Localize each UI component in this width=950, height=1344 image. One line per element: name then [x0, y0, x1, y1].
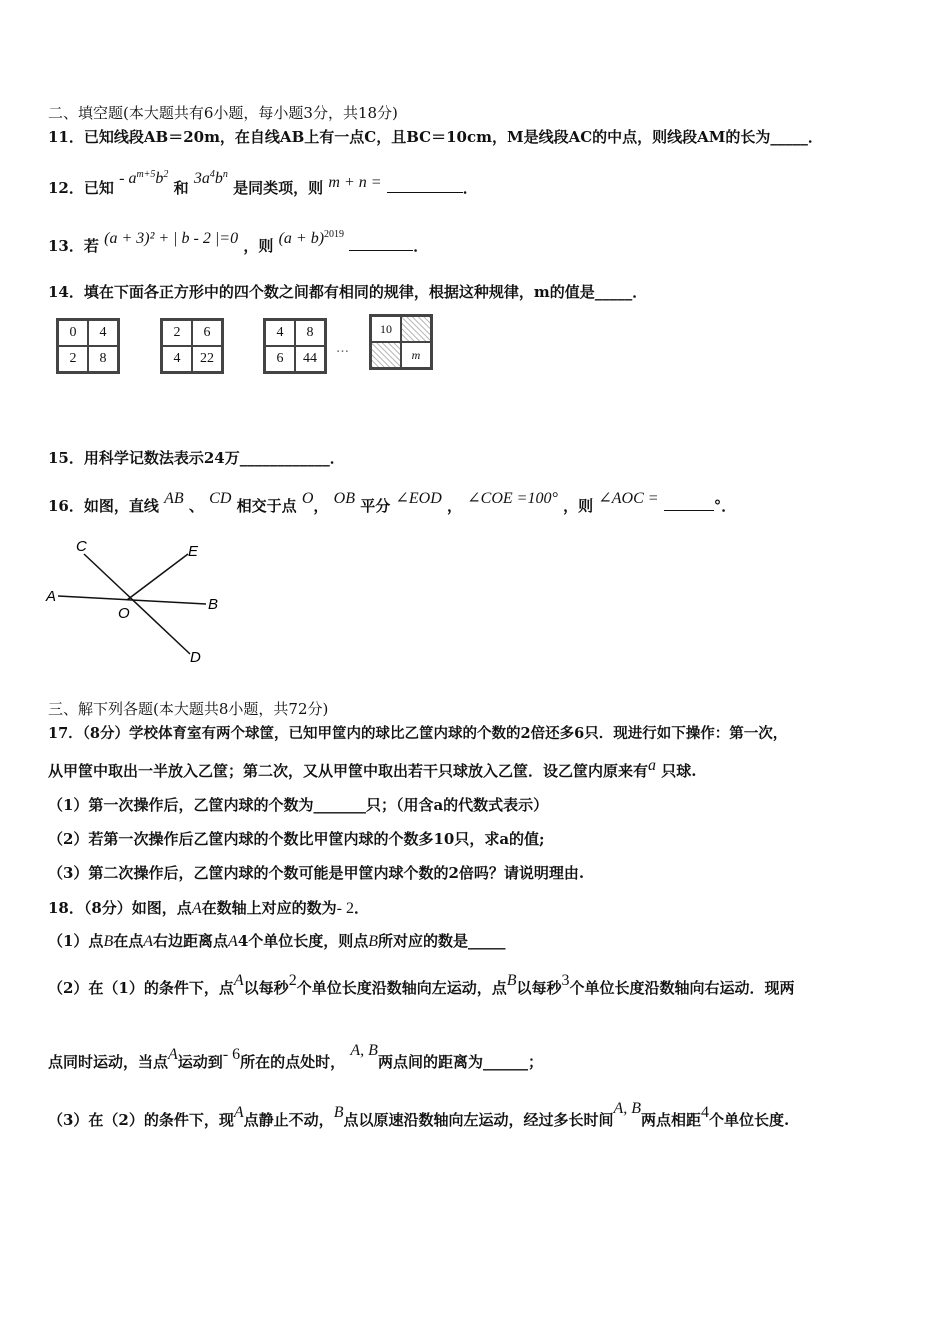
question-17-part1: （1）第一次操作后，乙筐内球的个数为_______只；（用含a的代数式表示）: [48, 796, 549, 814]
angle-figure: [40, 536, 230, 671]
number-box-4: 10 m: [369, 314, 433, 370]
ellipsis: …: [336, 341, 349, 356]
question-17-line2: 从甲筐中取出一半放入乙筐；第二次，又从甲筐中取出若干只球放入乙筐．设乙筐内原来有a 只球.: [48, 757, 697, 780]
label-a: A: [46, 588, 57, 605]
question-14: 14．填在下面各正方形中的四个数之间都有相同的规律，根据这种规律，m的值是_____．: [48, 283, 648, 301]
question-18-part3: （3）在（2）的条件下，现A点静止不动，B点以原速沿数轴向左运动，经过多长时间A, B两点相距4个单位长度.: [48, 1100, 790, 1129]
question-18: 18．（8分）如图，点A在数轴上对应的数为- 2．: [48, 899, 369, 917]
label-c: C: [76, 538, 87, 555]
number-box-1: 0 4 2 8: [56, 318, 120, 374]
question-13: 13．若 (a + 3)² + | b - 2 |=0 ，则 $(a + b)^{2019}$ ．: [48, 229, 429, 255]
number-box-2: 2 6 4 22: [160, 318, 224, 374]
label-d: D: [190, 649, 201, 666]
question-17-part3: （3）第二次操作后，乙筐内球的个数可能是甲筐内球个数的2倍吗？请说明理由.: [48, 864, 585, 882]
question-11: 11．已知线段AB＝20m，在自线AB上有一点C，且BC＝10cm，M是线段AC的中点，则线段AM的长为_____．: [48, 128, 823, 146]
question-17-line1: 17．（8分）学校体育室有两个球筐，已知甲筐内的球比乙筐内球的个数的2倍还多6只．现进行如下操作：第一次，: [48, 725, 788, 742]
question-18-part2-line1: （2）在（1）的条件下，点A以每秒2个单位长度沿数轴向左运动，点B以每秒3个单位长度沿数轴向右运动．现两: [48, 972, 795, 997]
section-3-title: 三、解下列各题(本大题共8小题，共72分): [48, 700, 329, 718]
label-b: B: [208, 596, 219, 613]
question-17-part2: （2）若第一次操作后乙筐内球的个数比甲筐内球的个数多10只，求a的值;: [48, 830, 545, 848]
label-o: O: [118, 605, 130, 622]
question-18-part2-line2: 点同时运动，当点A运动到- 6所在的点处时， A, B两点间的距离为______；: [48, 1042, 543, 1071]
question-18-part1: （1）点B在点A右边距离点A4个单位长度，则点B所对应的数是_____: [48, 932, 506, 950]
question-16: 16．如图，直线 AB 、 CD 相交于点 O， OB 平分 ∠EOD ， ∠COE =100° ，则 ∠AOC = °．: [48, 490, 737, 515]
label-e: E: [188, 543, 199, 560]
section-2-title: 二、填空题(本大题共有6小题，每小题3分，共18分): [48, 104, 398, 122]
number-box-3: 4 8 6 44: [263, 318, 327, 374]
question-12: 12．已知 - $a^{m+5}b^2$ 和 $3a^4b^n$ 是同类项，则 m + n = ．: [48, 169, 478, 197]
question-15: 15．用科学记数法表示24万____________．: [48, 449, 345, 467]
